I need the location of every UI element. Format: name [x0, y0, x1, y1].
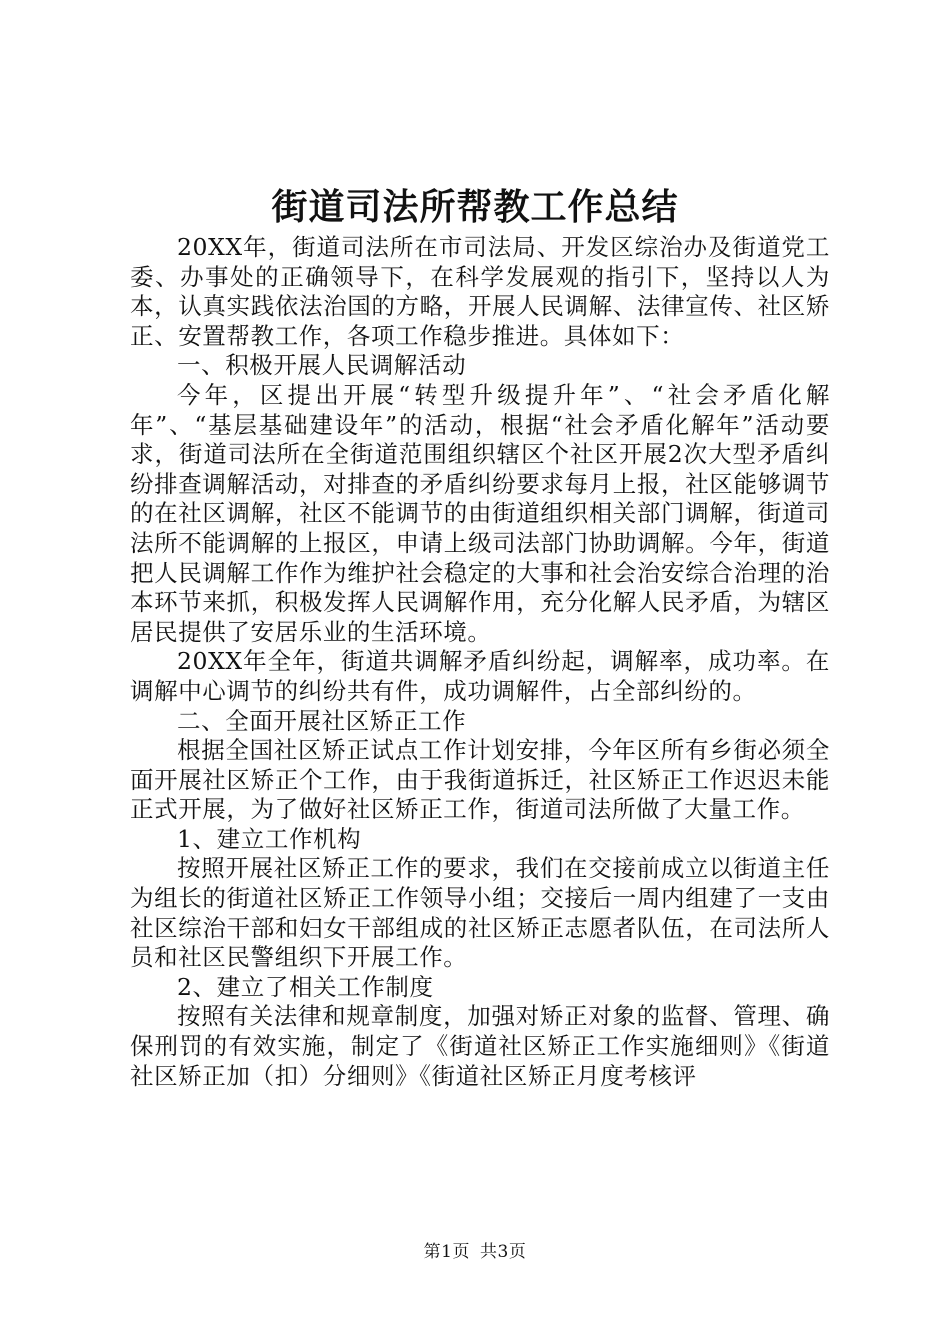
paragraph-organization: 按照开展社区矫正工作的要求，我们在交接前成立以街道主任为组长的街道社区矫正工作领导小组；交接后一周内组建了一支由社区综治干部和妇女干部组成的社区矫正志愿者队伍，在司法所人员和社区民警组织下开展工作。 — [130, 854, 830, 972]
paragraph-mediation: 今年，区提出开展“转型升级提升年”、“社会矛盾化解年”、“基层基础建设年”的活动，根据“社会矛盾化解年”活动要求，街道司法所在全街道范围组织辖区个社区开展2次大型矛盾纠纷排查调解活动，对排查的矛盾纠纷要求每月上报，社区能够调节的在社区调解，社区不能调节的由街道组织相关部门调解，街道司法所不能调解的上报区，申请上级司法部门协助调解。今年，街道把人民调解工作作为维护社会稳定的大事和社会治安综合治理的治本环节来抓，积极发挥人民调解作用，充分化解人民矛盾，为辖区居民提供了安居乐业的生活环境。 — [130, 380, 830, 646]
page-total: 共3页 — [480, 1242, 527, 1262]
paragraph-rules: 按照有关法律和规章制度，加强对矫正对象的监督、管理、确保刑罚的有效实施，制定了《街道社区矫正工作实施细则》《街道社区矫正加（扣）分细则》《街道社区矫正月度考核评 — [130, 1002, 830, 1090]
paragraph-mediation-stats: 20XX年全年，街道共调解矛盾纠纷起，调解率，成功率。在调解中心调节的纠纷共有件，成功调解件，占全部纠纷的。 — [130, 647, 830, 705]
page-footer — [0, 1240, 950, 1264]
section-heading-correction: 二、全面开展社区矫正工作 — [177, 706, 467, 735]
document-body — [130, 233, 830, 1091]
subheading-rules: 2、建立了相关工作制度 — [177, 972, 434, 1001]
page-number: 第1页 — [423, 1242, 470, 1262]
paragraph-intro: 20XX年，街道司法所在市司法局、开发区综治办及街道党工委、办事处的正确领导下，在科学发展观的指引下，坚持以人为本，认真实践依法治国的方略，开展人民调解、法律宣传、社区矫正、安置帮教工作，各项工作稳步推进。具体如下： — [130, 233, 830, 350]
subheading-organization: 1、建立工作机构 — [177, 824, 362, 853]
section-heading-mediation: 一、积极开展人民调解活动 — [177, 351, 467, 380]
paragraph-correction: 根据全国社区矫正试点工作计划安排，今年区所有乡街必须全面开展社区矫正个工作，由于我街道拆迁，社区矫正工作迟迟未能正式开展，为了做好社区矫正工作，街道司法所做了大量工作。 — [130, 736, 830, 824]
document-title: 街道司法所帮教工作总结 — [271, 186, 679, 228]
